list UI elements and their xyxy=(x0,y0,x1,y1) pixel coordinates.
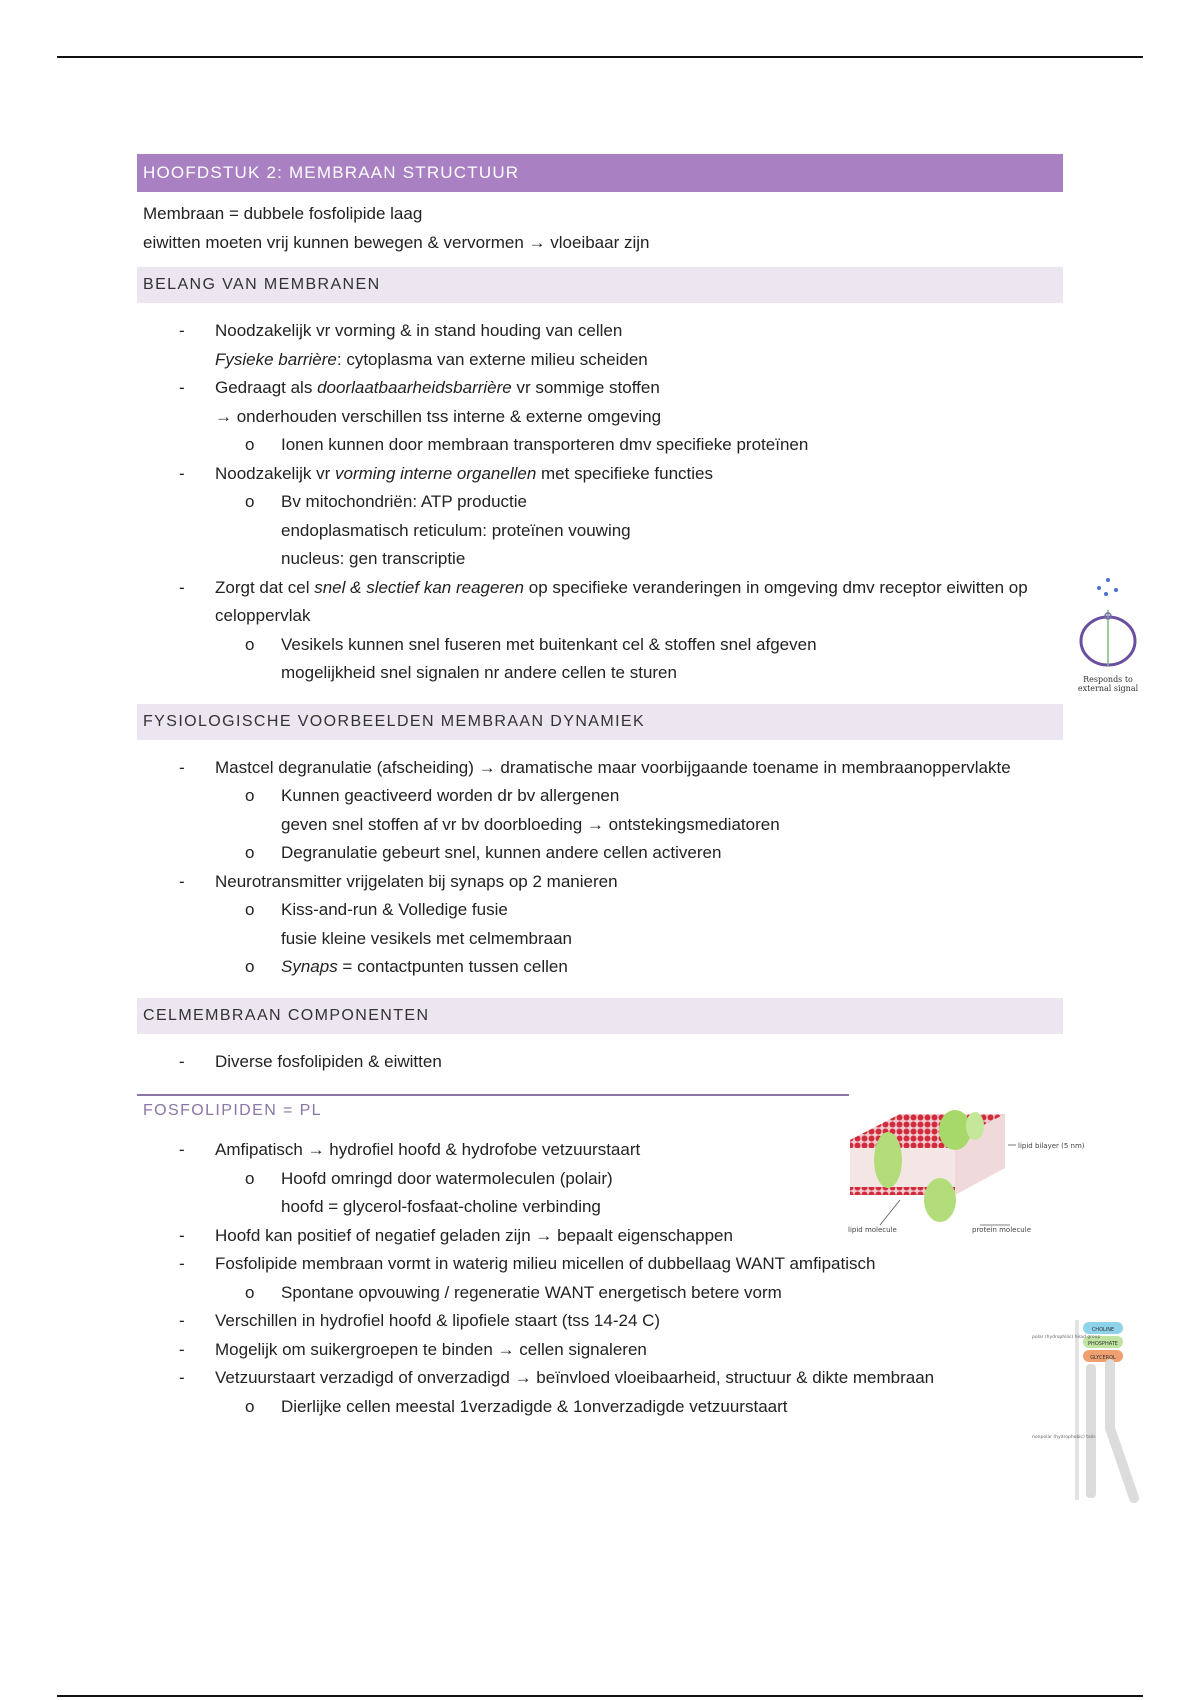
intro-line-1: Membraan = dubbele fosfolipide laag xyxy=(143,204,423,223)
list-item: - Noodzakelijk vr vorming interne organellen met specifieke functies o Bv mitochondriën: ATP productie endoplasmatisch reticulum: proteïnen vouwing nucleus: gen transcriptie xyxy=(137,460,1063,574)
belang-list xyxy=(137,317,1063,688)
fysio-list xyxy=(137,754,1063,982)
lipid-molecule-label: lipid molecule xyxy=(848,1226,897,1234)
head-group-label: polar (hydrophilic) head group xyxy=(1032,1335,1101,1340)
list-item: - Mastcel degranulatie (afscheiding) → dramatische maar voorbijgaande toename in membraanoppervlakte o Kunnen geactiveerd worden dr bv allergenen geven snel stoffen af vr bv doorbloeding → ontstekingsmediatoren o Degranulatie gebeurt snel, kunnen andere cellen activeren xyxy=(137,754,1063,868)
componenten-list xyxy=(137,1048,1063,1077)
lipid-bilayer-diagram xyxy=(840,1100,1085,1250)
phosphate-label: PHOSPHATE xyxy=(1088,1341,1118,1347)
phospholipid-diagram xyxy=(1030,1318,1140,1508)
sub-list-item: o Synaps = contactpunten tussen cellen xyxy=(209,953,1063,982)
cell-signal-icon xyxy=(1072,570,1144,670)
sub-list-item: o Bv mitochondriën: ATP productie endoplasmatisch reticulum: proteïnen vouwing nucleus: gen transcriptie xyxy=(209,488,1063,574)
sub-list-item: o Kiss-and-run & Volledige fusie fusie kleine vesikels met celmembraan xyxy=(209,896,1063,953)
glycerol-label: GLYCEROL xyxy=(1090,1355,1116,1361)
sub-list-item: o Kunnen geactiveerd worden dr bv allergenen geven snel stoffen af vr bv doorbloeding → ontstekingsmediatoren xyxy=(209,782,1063,839)
sub-list-item: o Hoofd omringd door watermoleculen (polair) hoofd = glycerol-fosfaat-choline verbinding xyxy=(209,1165,1063,1222)
list-item: - Gedraagt als doorlaatbaarheidsbarrière vr sommige stoffen → onderhouden verschillen tss interne & externe omgeving o Ionen kunnen door membraan transporteren dmv specifieke proteïnen xyxy=(137,374,1063,460)
sub-list-item: o Dierlijke cellen meestal 1verzadigde & 1onverzadigde vetzuurstaart xyxy=(209,1393,1063,1422)
tails-label: nonpolar (hydrophobic) tails xyxy=(1032,1435,1096,1440)
sub-list-item: o Spontane opvouwing / regeneratie WANT energetisch betere vorm xyxy=(209,1279,1063,1308)
list-item: - Neurotransmitter vrijgelaten bij synaps op 2 manieren o Kiss-and-run & Volledige fusie fusie kleine vesikels met celmembraan o Synaps = contactpunten tussen cellen xyxy=(137,868,1063,982)
list-item: - Zorgt dat cel snel & slectief kan reageren op specifieke veranderingen in omgeving dmv receptor eiwitten op celoppervlak o Vesikels kunnen snel fuseren met buitenkant cel & stoffen snel afgeven mogelijkheid snel signalen nr andere cellen te sturen xyxy=(137,574,1063,688)
sub-list-item: o Vesikels kunnen snel fuseren met buitenkant cel & stoffen snel afgeven mogelijkheid snel signalen nr andere cellen te sturen xyxy=(209,631,1063,688)
bilayer-label: lipid bilayer (5 nm) xyxy=(1018,1142,1085,1150)
list-item: - Mogelijk om suikergroepen te binden → cellen signaleren xyxy=(137,1336,1063,1365)
list-item: - Diverse fosfolipiden & eiwitten xyxy=(137,1048,1063,1077)
list-item: - Amfipatisch → hydrofiel hoofd & hydrofobe vetzuurstaart o Hoofd omringd door watermoleculen (polair) hoofd = glycerol-fosfaat-choline verbinding xyxy=(137,1136,1063,1222)
choline-label: CHOLINE xyxy=(1091,1327,1115,1333)
cell-signal-caption: Responds to external signal xyxy=(1077,675,1139,693)
protein-molecule-label: protein molecule xyxy=(972,1226,1031,1234)
sub-list-item: o Degranulatie gebeurt snel, kunnen andere cellen activeren xyxy=(209,839,1063,868)
footer-rule xyxy=(57,1695,1143,1697)
chapter-heading: HOOFDSTUK 2: MEMBRAAN STRUCTUUR xyxy=(137,154,1063,192)
section-heading-fysio: FYSIOLOGISCHE VOORBEELDEN MEMBRAAN DYNAMIEK xyxy=(137,704,1063,740)
intro-line-2: eiwitten moeten vrij kunnen bewegen & vervormen → vloeibaar zijn xyxy=(143,232,650,252)
lipid-bilayer-figure xyxy=(840,1100,1085,1250)
list-item: - Verschillen in hydrofiel hoofd & lipofiele staart (tss 14-24 C) xyxy=(137,1307,1063,1336)
subsection-heading-fosfolipiden: FOSFOLIPIDEN = PL xyxy=(137,1094,849,1130)
cell-signal-figure xyxy=(1072,570,1144,700)
list-item: - Vetzuurstaart verzadigd of onverzadigd → beïnvloed vloeibaarheid, structuur & dikte membraan o Dierlijke cellen meestal 1verzadigde & 1onverzadigde vetzuurstaart xyxy=(137,1364,1063,1421)
list-item: - Hoofd kan positief of negatief geladen zijn → bepaalt eigenschappen xyxy=(137,1222,1063,1251)
section-heading-componenten: CELMEMBRAAN COMPONENTEN xyxy=(137,998,1063,1034)
sub-list-item: o Ionen kunnen door membraan transporteren dmv specifieke proteïnen xyxy=(209,431,1063,460)
list-item: - Fosfolipide membraan vormt in waterig milieu micellen of dubbellaag WANT amfipatisch o Spontane opvouwing / regeneratie WANT energetisch betere vorm xyxy=(137,1250,1063,1307)
phospholipid-figure xyxy=(1030,1318,1140,1508)
header-rule xyxy=(57,56,1143,58)
section-heading-belang: BELANG VAN MEMBRANEN xyxy=(137,267,1063,303)
list-item: - Noodzakelijk vr vorming & in stand houding van cellen Fysieke barrière: cytoplasma van externe milieu scheiden xyxy=(137,317,1063,374)
